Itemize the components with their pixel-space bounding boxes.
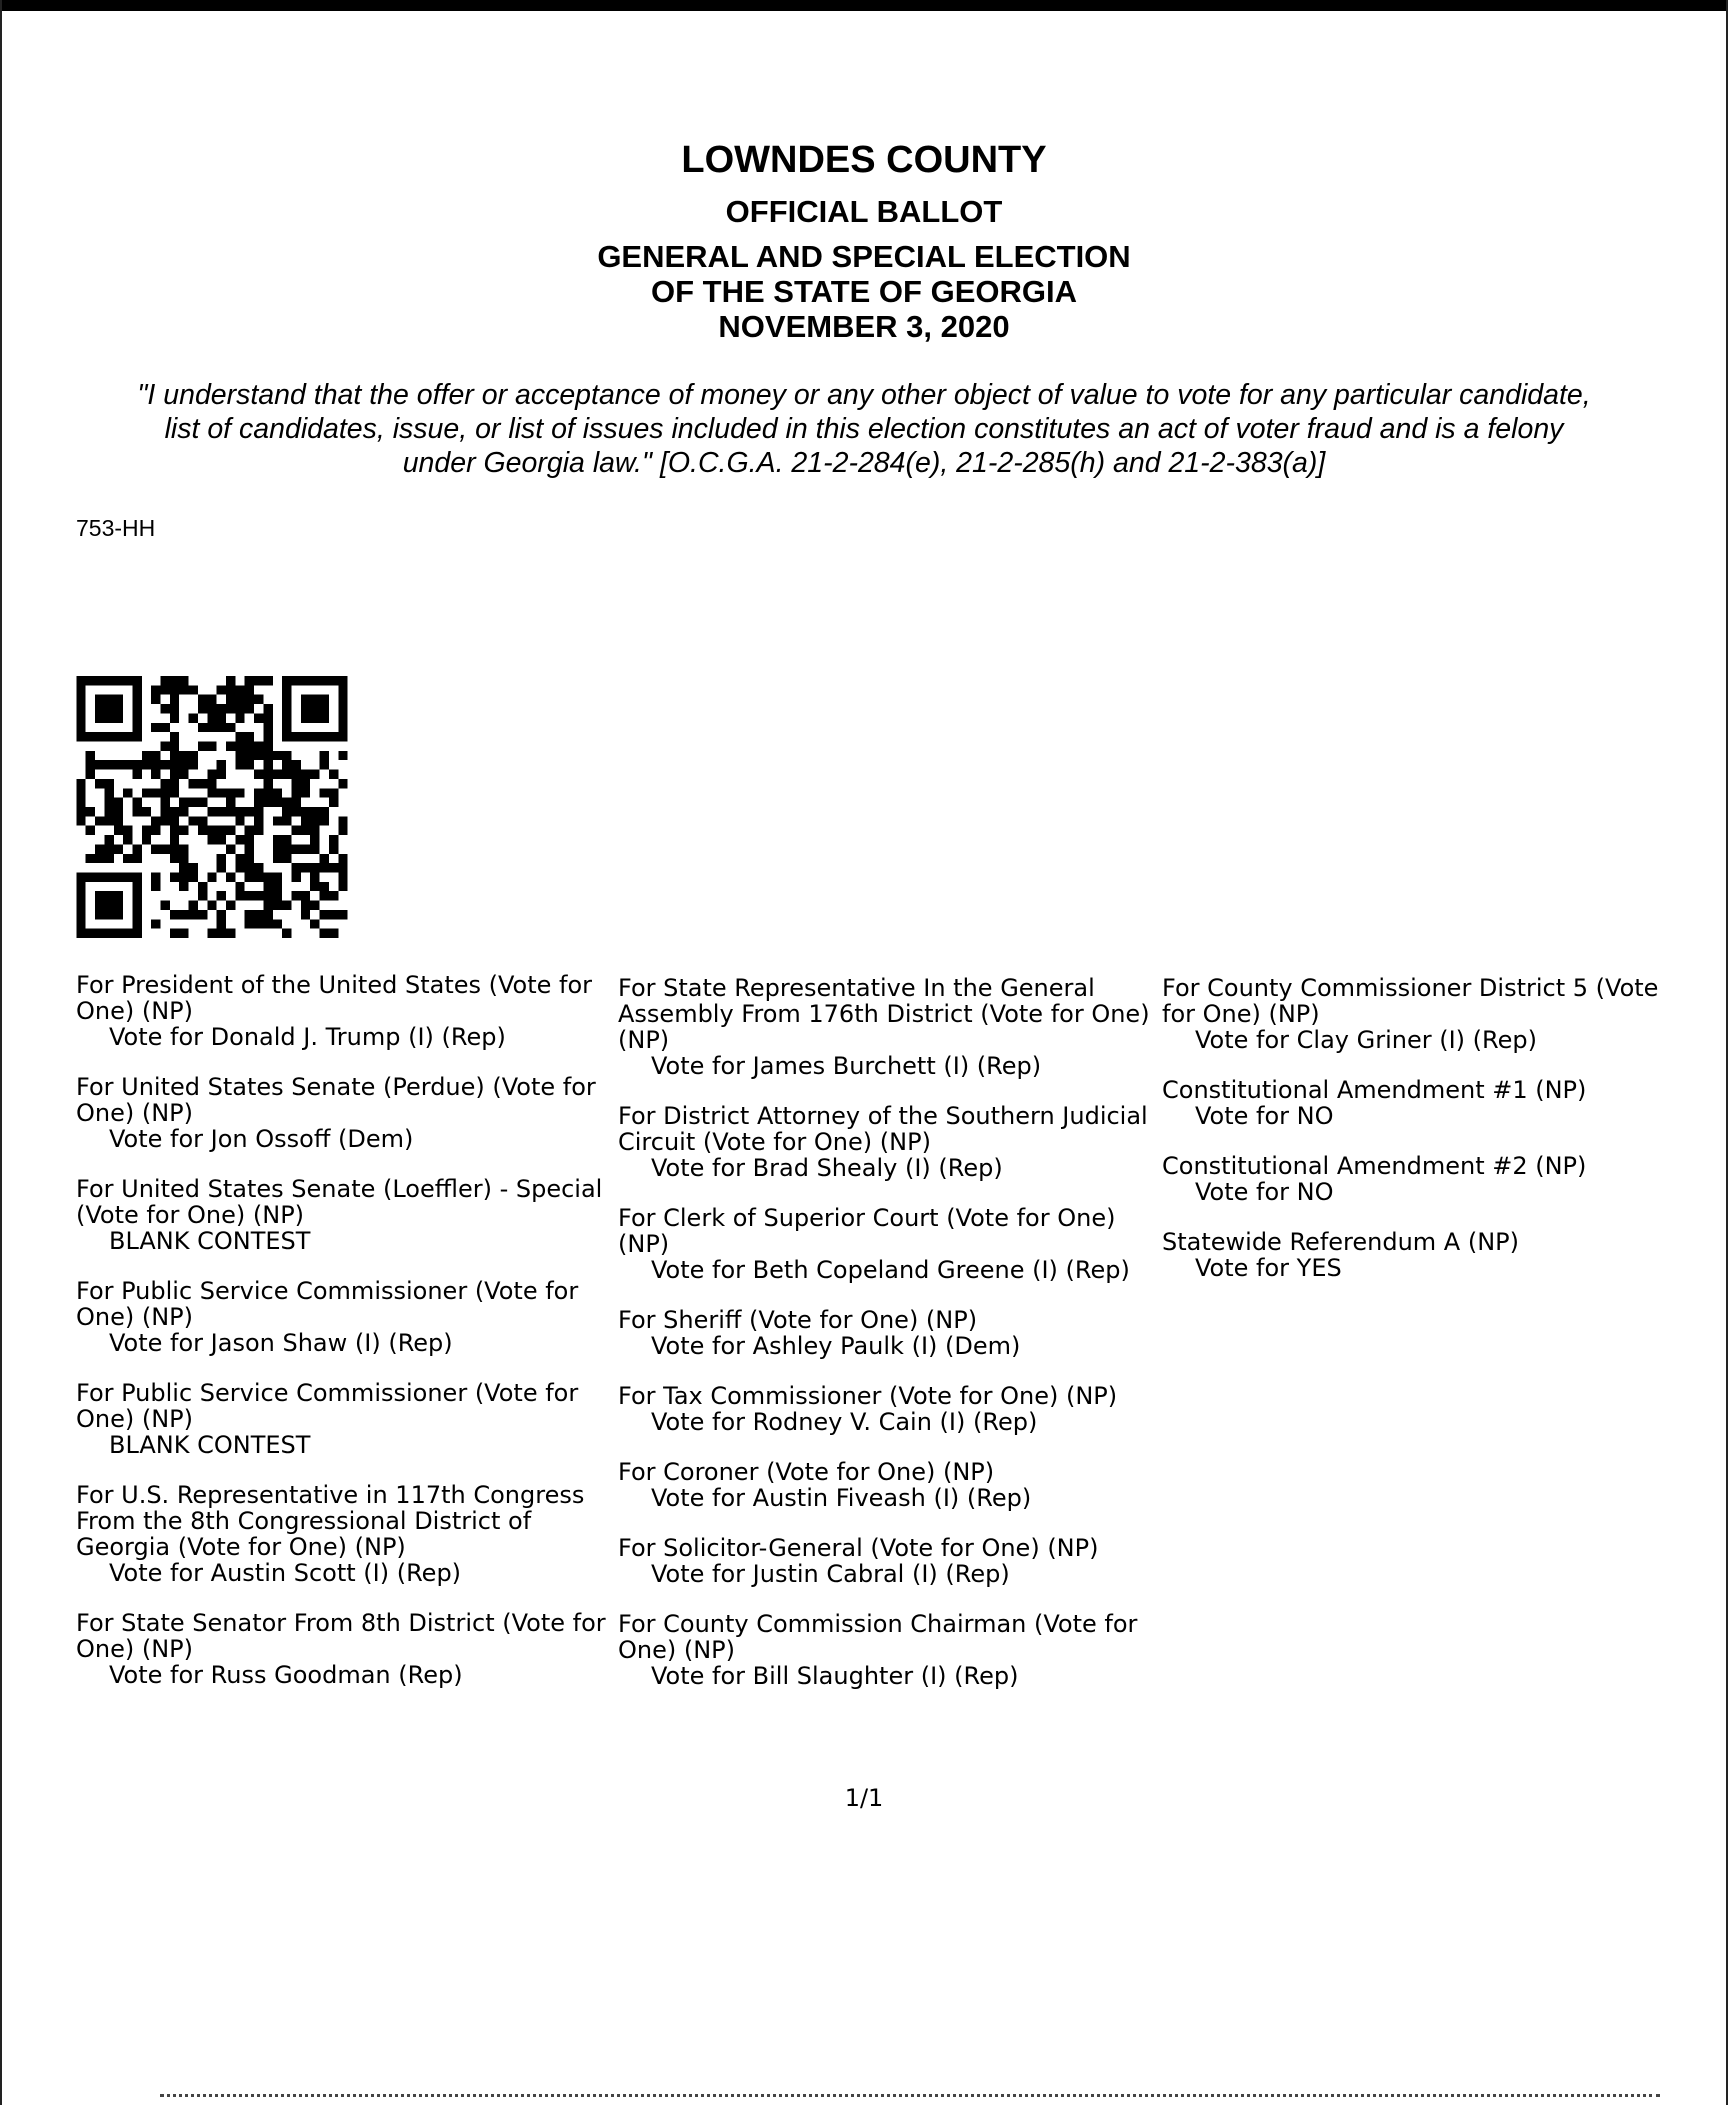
contest-item bbox=[618, 1307, 1163, 1359]
contest-title: For District Attorney of the Southern Judicial Circuit (Vote for One) (NP) bbox=[618, 1102, 1148, 1156]
voter-fraud-notice bbox=[60, 378, 1668, 480]
contest-item bbox=[1162, 975, 1682, 1053]
contest-selection: Vote for Beth Copeland Greene (I) (Rep) bbox=[651, 1256, 1130, 1284]
contest-selection: BLANK CONTEST bbox=[109, 1431, 311, 1459]
election-title-line2: OF THE STATE OF GEORGIA bbox=[651, 274, 1077, 309]
contest-title: Statewide Referendum A (NP) bbox=[1162, 1228, 1519, 1256]
contest-selection: Vote for Bill Slaughter (I) (Rep) bbox=[651, 1662, 1019, 1690]
contest-item bbox=[618, 1459, 1163, 1511]
election-date: NOVEMBER 3, 2020 bbox=[718, 309, 1010, 344]
contest-title: For Solicitor-General (Vote for One) (NP) bbox=[618, 1534, 1099, 1562]
ballot-header bbox=[0, 135, 1728, 344]
contest-item bbox=[76, 1074, 616, 1152]
contest-selection: Vote for Jason Shaw (I) (Rep) bbox=[109, 1329, 453, 1357]
contest-title: For Coroner (Vote for One) (NP) bbox=[618, 1458, 995, 1486]
contest-item bbox=[1162, 1077, 1682, 1129]
contest-selection: Vote for YES bbox=[1195, 1254, 1342, 1282]
contest-title: For United States Senate (Perdue) (Vote for One) (NP) bbox=[76, 1073, 596, 1127]
contest-selection: Vote for Rodney V. Cain (I) (Rep) bbox=[651, 1408, 1038, 1436]
contest-selection: Vote for Clay Griner (I) (Rep) bbox=[1195, 1026, 1537, 1054]
contest-item bbox=[1162, 1153, 1682, 1205]
contest-selection: BLANK CONTEST bbox=[109, 1227, 311, 1255]
county-title: LOWNDES COUNTY bbox=[681, 139, 1047, 181]
contest-selection: Vote for Austin Scott (I) (Rep) bbox=[109, 1559, 462, 1587]
contest-item bbox=[1162, 1229, 1682, 1281]
contest-title: For State Representative In the General Assembly From 176th District (Vote for One) (NP) bbox=[618, 974, 1150, 1054]
contest-selection: Vote for Ashley Paulk (I) (Dem) bbox=[651, 1332, 1021, 1360]
contest-title: For State Senator From 8th District (Vote for One) (NP) bbox=[76, 1609, 606, 1663]
notice-line: under Georgia law." [O.C.G.A. 21-2-284(e), 21-2-285(h) and 21-2-383(a)] bbox=[402, 447, 1326, 479]
contest-item bbox=[76, 1482, 616, 1586]
top-scan-border bbox=[0, 0, 1728, 11]
contest-title: Constitutional Amendment #1 (NP) bbox=[1162, 1076, 1587, 1104]
contest-selection: Vote for NO bbox=[1195, 1178, 1334, 1206]
election-title-line1: GENERAL AND SPECIAL ELECTION bbox=[597, 239, 1131, 274]
contest-title: For Public Service Commissioner (Vote for One) (NP) bbox=[76, 1277, 579, 1331]
contest-item bbox=[76, 1610, 616, 1688]
contest-selection: Vote for Justin Cabral (I) (Rep) bbox=[651, 1560, 1010, 1588]
contest-item bbox=[76, 972, 616, 1050]
contest-title: Constitutional Amendment #2 (NP) bbox=[1162, 1152, 1587, 1180]
page-number: 1/1 bbox=[844, 1784, 884, 1812]
contest-selection: Vote for Donald J. Trump (I) (Rep) bbox=[109, 1023, 506, 1051]
contest-title: For Tax Commissioner (Vote for One) (NP) bbox=[618, 1382, 1118, 1410]
contest-title: For County Commission Chairman (Vote for One) (NP) bbox=[618, 1610, 1138, 1664]
ballot-style-code: 753-HH bbox=[76, 515, 156, 541]
ballot-title: OFFICIAL BALLOT bbox=[725, 194, 1003, 229]
qr-code-icon bbox=[76, 676, 348, 938]
contest-selection: Vote for Jon Ossoff (Dem) bbox=[109, 1125, 414, 1153]
contest-item bbox=[618, 1535, 1163, 1587]
contest-item bbox=[76, 1380, 616, 1458]
contest-selection: Vote for Austin Fiveash (I) (Rep) bbox=[651, 1484, 1032, 1512]
contest-title: For Clerk of Superior Court (Vote for One) (NP) bbox=[618, 1204, 1116, 1258]
contest-selection: Vote for James Burchett (I) (Rep) bbox=[651, 1052, 1042, 1080]
contest-selection: Vote for Russ Goodman (Rep) bbox=[109, 1661, 463, 1689]
contest-item bbox=[76, 1278, 616, 1356]
contest-title: For Public Service Commissioner (Vote for One) (NP) bbox=[76, 1379, 579, 1433]
contest-column-3 bbox=[1162, 975, 1682, 1305]
contest-item bbox=[618, 975, 1163, 1079]
contest-column-2 bbox=[618, 975, 1163, 1713]
contest-item bbox=[618, 1383, 1163, 1435]
contest-title: For Sheriff (Vote for One) (NP) bbox=[618, 1306, 978, 1334]
contest-item bbox=[618, 1205, 1163, 1283]
contest-item bbox=[76, 1176, 616, 1254]
notice-line: "I understand that the offer or acceptance of money or any other object of value to vote for any particular candidate, bbox=[137, 379, 1591, 411]
notice-line: list of candidates, issue, or list of issues included in this election constitutes an act of voter fraud and is a felony bbox=[164, 413, 1564, 445]
contest-title: For County Commissioner District 5 (Vote for One) (NP) bbox=[1162, 975, 1659, 1028]
contest-item bbox=[618, 1611, 1163, 1689]
contest-title: For President of the United States (Vote for One) (NP) bbox=[76, 971, 593, 1025]
contest-column-1 bbox=[76, 972, 616, 1712]
contest-title: For U.S. Representative in 117th Congress From the 8th Congressional District of Georgia (Vote for One) (NP) bbox=[76, 1481, 585, 1561]
contest-title: For United States Senate (Loeffler) - Special (Vote for One) (NP) bbox=[76, 1175, 603, 1229]
bottom-scan-artifact bbox=[160, 2094, 1660, 2097]
contest-selection: Vote for NO bbox=[1195, 1102, 1334, 1130]
contest-selection: Vote for Brad Shealy (I) (Rep) bbox=[651, 1154, 1003, 1182]
contest-item bbox=[618, 1103, 1163, 1181]
